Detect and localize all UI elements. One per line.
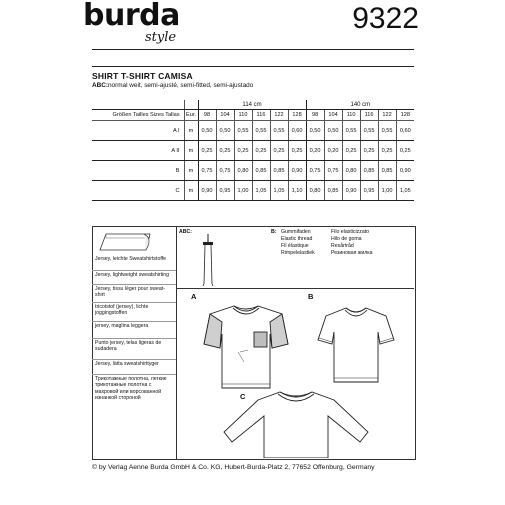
unit-label: Eur. bbox=[184, 110, 198, 121]
fabric-item: tricotstof (jersey), lichte joggingstoffen bbox=[95, 304, 149, 317]
view-c-shirt bbox=[224, 392, 368, 458]
yardage-cell: 0,80 bbox=[306, 181, 324, 201]
yardage-cell: 1,05 bbox=[252, 181, 270, 201]
view-b-label: B bbox=[308, 292, 314, 301]
yardage-cell: 0,85 bbox=[378, 161, 396, 181]
size-cell: 98 bbox=[306, 110, 324, 121]
table-unit-spacer bbox=[184, 100, 198, 110]
garment-title: SHIRT T-SHIRT CAMISA bbox=[92, 71, 193, 81]
table-row bbox=[92, 181, 414, 201]
fabric-divider bbox=[92, 270, 176, 271]
yardage-cell: 0,20 bbox=[306, 141, 324, 161]
size-cell: 110 bbox=[342, 110, 360, 121]
yardage-cell: 0,25 bbox=[396, 141, 414, 161]
unit-cell: m bbox=[184, 141, 198, 161]
size-cell: 98 bbox=[198, 110, 216, 121]
yardage-cell: 0,80 bbox=[234, 161, 252, 181]
table-sizes-row bbox=[92, 110, 414, 121]
yardage-cell: 0,75 bbox=[306, 161, 324, 181]
size-cell: 122 bbox=[378, 110, 396, 121]
header-rule bbox=[92, 49, 414, 50]
unit-cell: m bbox=[184, 181, 198, 201]
sizes-label: Größen Tailles Sizes Tallas bbox=[92, 110, 184, 121]
yardage-cell: 0,55 bbox=[360, 121, 378, 141]
fabric-item: Трикотажные полотна, легкие трикотажные полотна с махровой или ворсованной изнанкой стороной bbox=[95, 376, 167, 402]
fabric-item: Jersey, lightweight sweatshirting bbox=[95, 272, 170, 278]
notions-list-1 bbox=[281, 229, 315, 257]
notions-list-2 bbox=[331, 229, 373, 257]
notion-item: Resårtråd bbox=[331, 243, 354, 249]
notion-item: Rimpelelastiek bbox=[281, 250, 315, 256]
size-cell: 116 bbox=[252, 110, 270, 121]
notions-abc-label: ABC: bbox=[179, 229, 192, 235]
yardage-cell: 0,55 bbox=[342, 121, 360, 141]
size-cell: 122 bbox=[270, 110, 288, 121]
unit-cell: m bbox=[184, 121, 198, 141]
view-label-cell: B bbox=[92, 161, 184, 181]
yardage-cell: 1,05 bbox=[270, 181, 288, 201]
fabric-divider bbox=[92, 374, 176, 375]
fabric-item: Punto jersey, telas ligeras de sudadera bbox=[95, 340, 162, 353]
yardage-cell: 1,05 bbox=[396, 181, 414, 201]
yardage-cell: 0,95 bbox=[360, 181, 378, 201]
yardage-cell: 0,90 bbox=[288, 161, 306, 181]
table-corner bbox=[92, 100, 184, 110]
yardage-cell: 0,25 bbox=[360, 141, 378, 161]
size-cell: 110 bbox=[234, 110, 252, 121]
size-cell: 128 bbox=[396, 110, 414, 121]
size-cell: 128 bbox=[288, 110, 306, 121]
fabric-divider bbox=[92, 321, 176, 322]
yardage-cell: 0,20 bbox=[324, 141, 342, 161]
yardage-cell: 0,60 bbox=[396, 121, 414, 141]
yardage-cell: 1,00 bbox=[234, 181, 252, 201]
yardage-cell: 0,75 bbox=[216, 161, 234, 181]
logo-style: style bbox=[145, 30, 177, 45]
notions-b-label: B: bbox=[271, 229, 277, 235]
fit-description bbox=[92, 82, 253, 89]
yardage-cell: 0,25 bbox=[216, 141, 234, 161]
yardage-cell: 0,85 bbox=[360, 161, 378, 181]
unit-cell: m bbox=[184, 161, 198, 181]
yardage-cell: 0,85 bbox=[324, 181, 342, 201]
table-row bbox=[92, 161, 414, 181]
yardage-cell: 0,55 bbox=[378, 121, 396, 141]
view-label-cell: A I bbox=[92, 121, 184, 141]
fit-text: normal weit, semi-ajusté, semi-fitted, semi-ajustado bbox=[107, 82, 254, 89]
fabric-divider bbox=[92, 359, 176, 360]
notion-item: Filo elasticizzato bbox=[331, 229, 370, 235]
table-group-row bbox=[92, 100, 414, 110]
table-row bbox=[92, 141, 414, 161]
view-a-label: A bbox=[191, 292, 197, 301]
notion-item: Fil élastique bbox=[281, 243, 309, 249]
size-cell: 116 bbox=[360, 110, 378, 121]
fit-prefix: ABC: bbox=[92, 82, 108, 89]
notion-item: Elastic thread bbox=[281, 236, 313, 242]
yardage-cell: 0,25 bbox=[342, 141, 360, 161]
yardage-cell: 0,55 bbox=[270, 121, 288, 141]
notion-item: Hilo de goma bbox=[331, 236, 362, 242]
width-group-140: 140 cm bbox=[306, 100, 414, 110]
yardage-cell: 0,50 bbox=[198, 121, 216, 141]
fabric-divider bbox=[92, 284, 176, 285]
yardage-cell: 0,90 bbox=[198, 181, 216, 201]
width-group-114: 114 cm bbox=[198, 100, 306, 110]
view-b-shirt bbox=[318, 308, 394, 382]
yardage-cell: 0,80 bbox=[342, 161, 360, 181]
logo-brand: burda bbox=[83, 0, 180, 33]
fabric-item: jersey, maglina leggera bbox=[95, 323, 149, 329]
garment-views-drawing bbox=[176, 292, 414, 458]
fabric-divider bbox=[92, 302, 176, 303]
fabric-swatch-icon bbox=[96, 230, 156, 254]
yardage-cell: 0,60 bbox=[288, 121, 306, 141]
yardage-cell: 0,75 bbox=[324, 161, 342, 181]
fabric-item: Jersey, tissu léger pour sweat-shirt bbox=[95, 286, 165, 299]
pattern-number: 9322 bbox=[352, 2, 419, 35]
yardage-cell: 0,85 bbox=[270, 161, 288, 181]
yardage-cell: 0,25 bbox=[198, 141, 216, 161]
yardage-cell: 0,25 bbox=[270, 141, 288, 161]
table-row bbox=[92, 121, 414, 141]
copyright-line: © by Verlag Aenne Burda GmbH & Co. KG, Hubert-Burda-Platz 2, 77652 Offenburg, Germany bbox=[92, 464, 375, 471]
yardage-cell: 0,25 bbox=[288, 141, 306, 161]
yardage-cell: 0,50 bbox=[306, 121, 324, 141]
notion-item: Gummifaden bbox=[281, 229, 311, 235]
burda-logo bbox=[83, 2, 203, 48]
view-label-cell: A II bbox=[92, 141, 184, 161]
yardage-cell: 0,90 bbox=[396, 161, 414, 181]
fabric-item: Jersey, leichte Sweatshirtstoffe bbox=[95, 256, 167, 262]
yardage-cell: 1,00 bbox=[378, 181, 396, 201]
fabric-item: Jersey, lätta sweatshirttyger bbox=[95, 361, 159, 367]
view-a-shirt bbox=[204, 306, 288, 388]
view-c-label: C bbox=[240, 392, 246, 401]
yardage-cell: 0,25 bbox=[252, 141, 270, 161]
elastic-thread-icon bbox=[198, 232, 218, 286]
yardage-cell: 0,55 bbox=[234, 121, 252, 141]
yardage-cell: 0,90 bbox=[342, 181, 360, 201]
yardage-cell: 0,50 bbox=[216, 121, 234, 141]
yardage-cell: 0,75 bbox=[198, 161, 216, 181]
yardage-cell: 0,55 bbox=[252, 121, 270, 141]
yardage-cell: 0,25 bbox=[234, 141, 252, 161]
title-rule bbox=[92, 66, 414, 67]
yardage-cell: 0,95 bbox=[216, 181, 234, 201]
yardage-table bbox=[92, 100, 414, 201]
view-label-cell: C bbox=[92, 181, 184, 201]
notion-item: Резиновая жилка bbox=[331, 250, 373, 256]
yardage-cell: 0,50 bbox=[324, 121, 342, 141]
size-cell: 104 bbox=[324, 110, 342, 121]
fabric-divider bbox=[92, 338, 176, 339]
yardage-cell: 0,25 bbox=[378, 141, 396, 161]
yardage-cell: 0,85 bbox=[252, 161, 270, 181]
yardage-cell: 1,10 bbox=[288, 181, 306, 201]
size-cell: 104 bbox=[216, 110, 234, 121]
